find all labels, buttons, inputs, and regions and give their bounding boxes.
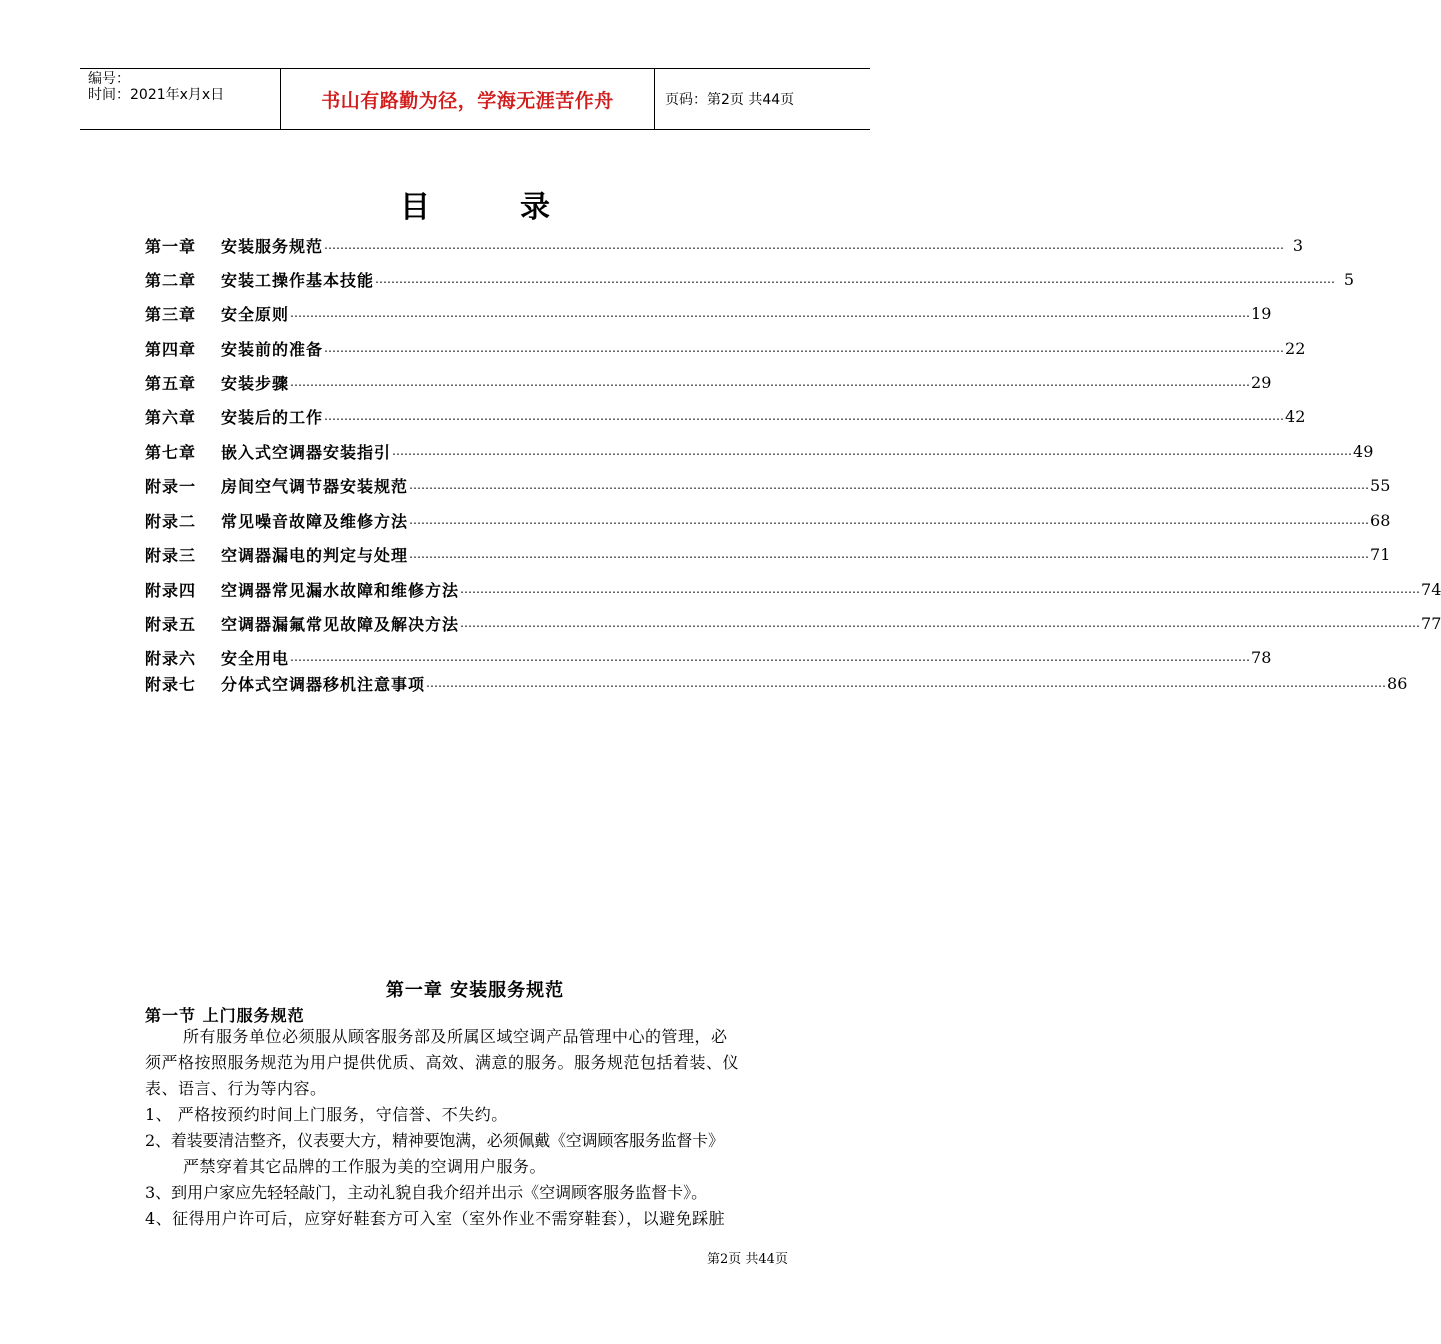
body-paragraph-7: 3、到用户家应先轻轻敲门，主动礼貌自我介绍并出示《空调顾客服务监督卡》。: [145, 1183, 708, 1202]
chapter-title: 第一章 安装服务规范: [385, 980, 565, 1001]
time-label: 时间：2021年x月x日: [88, 87, 225, 103]
toc-leader-dots: ……………………………………………………………………………………………………………………………………………………………………………………………………………………: [409, 513, 1370, 527]
toc-leader-dots: ……………………………………………………………………………………………………………………………………………………………………………………………………………………: [426, 676, 1387, 690]
header-motto: 书山有路勤为径，学海无涯苦作舟: [281, 69, 655, 129]
toc-title: [0, 182, 950, 226]
toc-leader-dots: ……………………………………………………………………………………………………………………………………………………………………………………………………………………: [409, 547, 1370, 561]
toc-entry-title: 房间空气调节器安装规范: [221, 476, 409, 496]
toc-entry-page: 5: [1343, 269, 1355, 289]
toc-entry-page: 19: [1251, 303, 1272, 323]
page-header: [80, 68, 870, 130]
toc-leader-dots: ……………………………………………………………………………………………………………………………………………………………………………………………………………………: [324, 238, 1285, 252]
toc-entry[interactable]: [145, 644, 1272, 670]
toc-leader-dots: ……………………………………………………………………………………………………………………………………………………………………………………………………………………: [290, 375, 1251, 389]
toc-entry-title: 安装步骤: [221, 373, 290, 393]
header-page-info: 页码：第2页 共44页: [665, 92, 795, 108]
toc-entry-label: 第二章: [145, 270, 197, 290]
toc-entry-label: 第一章: [145, 236, 197, 256]
toc-title-char-2: 录: [520, 190, 550, 225]
toc-entry-title: 安全用电: [221, 648, 290, 668]
body-paragraph-6: 严禁穿着其它品牌的工作服为美的空调用户服务。: [183, 1157, 547, 1176]
header-meta: [80, 69, 281, 129]
toc-leader-dots: ……………………………………………………………………………………………………………………………………………………………………………………………………………………: [290, 650, 1251, 664]
toc-entry-page: 68: [1370, 510, 1391, 530]
serial-label: 编号：: [88, 71, 130, 87]
paragraph-line: 所有服务单位必须服从顾客服务部及所属区域空调产品管理中心的管理，必: [183, 1027, 728, 1046]
toc-entry-label: 第四章: [145, 339, 197, 359]
toc-entry-title: 安装服务规范: [221, 236, 324, 256]
toc-entry[interactable]: [145, 576, 1441, 602]
toc-leader-dots: ……………………………………………………………………………………………………………………………………………………………………………………………………………………: [324, 341, 1285, 355]
toc-entry[interactable]: [145, 507, 1391, 533]
toc-entry[interactable]: [145, 369, 1272, 395]
toc-entry-page: 22: [1285, 338, 1306, 358]
body-paragraph-2: 须严格按照服务规范为用户提供优质、高效、满意的服务。服务规范包括着装、仪: [145, 1053, 740, 1072]
toc-entry[interactable]: [145, 438, 1374, 464]
toc-entry[interactable]: [145, 403, 1306, 429]
toc-entry-title: 空调器漏氟常见故障及解决方法: [221, 614, 460, 634]
body-paragraph-4: 1、 严格按预约时间上门服务，守信誉、不失约。: [145, 1105, 508, 1124]
toc-entry-label: 第五章: [145, 373, 197, 393]
toc-entry-label: 附录二: [145, 511, 197, 531]
toc-leader-dots: ……………………………………………………………………………………………………………………………………………………………………………………………………………………: [409, 478, 1370, 492]
toc-entry-label: 附录四: [145, 580, 197, 600]
toc-entry-label: 附录五: [145, 614, 197, 634]
toc-entry-label: 附录一: [145, 476, 197, 496]
toc-entry-title: 安全原则: [221, 304, 290, 324]
toc-entry-page: 71: [1370, 544, 1391, 564]
toc-entry-label: 第六章: [145, 407, 197, 427]
toc-entry[interactable]: [145, 541, 1391, 567]
body-paragraph-5: 2、着装要清洁整齐，仪表要大方，精神要饱满，必须佩戴《空调顾客服务监督卡》: [145, 1131, 724, 1150]
toc-leader-dots: ……………………………………………………………………………………………………………………………………………………………………………………………………………………: [375, 272, 1336, 286]
toc-entry[interactable]: [145, 266, 1355, 292]
toc-leader-dots: ……………………………………………………………………………………………………………………………………………………………………………………………………………………: [324, 409, 1285, 423]
toc-entry-label: 附录三: [145, 545, 197, 565]
toc-entry-title: 安装后的工作: [221, 407, 324, 427]
toc-entry-page: 3: [1292, 235, 1304, 255]
toc-entry[interactable]: [145, 300, 1272, 326]
toc-entry-page: 86: [1387, 673, 1408, 693]
toc-entry-page: 49: [1353, 441, 1374, 461]
toc-leader-dots: ……………………………………………………………………………………………………………………………………………………………………………………………………………………: [290, 306, 1251, 320]
toc-entry-title: 空调器漏电的判定与处理: [221, 545, 409, 565]
section-title: 第一节 上门服务规范: [145, 1006, 305, 1025]
toc-entry[interactable]: [145, 610, 1441, 636]
toc-entry-page: 77: [1421, 613, 1441, 633]
page-footer: 第2页 共44页: [707, 1252, 788, 1267]
toc-entry[interactable]: [145, 670, 1408, 696]
toc-entry-title: 嵌入式空调器安装指引: [221, 442, 392, 462]
toc-entry-title: 安装前的准备: [221, 339, 324, 359]
toc-leader-dots: ……………………………………………………………………………………………………………………………………………………………………………………………………………………: [460, 616, 1421, 630]
toc-title-char-1: 目: [400, 190, 430, 225]
toc-entry-page: 78: [1251, 647, 1272, 667]
toc-entry-page: 74: [1421, 579, 1441, 599]
toc-entry-title: 安装工操作基本技能: [221, 270, 375, 290]
toc-entry-title: 分体式空调器移机注意事项: [221, 674, 426, 694]
toc-entry[interactable]: [145, 335, 1306, 361]
body-paragraph-8: 4、征得用户许可后，应穿好鞋套方可入室（室外作业不需穿鞋套），以避免踩脏: [145, 1209, 726, 1228]
toc-leader-dots: ……………………………………………………………………………………………………………………………………………………………………………………………………………………: [460, 582, 1421, 596]
toc-entry-page: 29: [1251, 372, 1272, 392]
toc-entry-page: 42: [1285, 406, 1306, 426]
toc-entry-label: 附录六: [145, 648, 197, 668]
toc-entry-page: 55: [1370, 475, 1391, 495]
toc-entry-title: 空调器常见漏水故障和维修方法: [221, 580, 460, 600]
toc-entry-label: 第七章: [145, 442, 197, 462]
toc-leader-dots: ……………………………………………………………………………………………………………………………………………………………………………………………………………………: [392, 444, 1353, 458]
toc-entry[interactable]: [145, 232, 1304, 258]
toc-entry-label: 第三章: [145, 304, 197, 324]
toc-entry-title: 常见噪音故障及维修方法: [221, 511, 409, 531]
body-paragraph-3: 表、语言、行为等内容。: [145, 1079, 327, 1098]
toc-entry[interactable]: [145, 472, 1391, 498]
toc-entry-label: 附录七: [145, 674, 197, 694]
body-paragraph-1: [145, 1024, 810, 1050]
